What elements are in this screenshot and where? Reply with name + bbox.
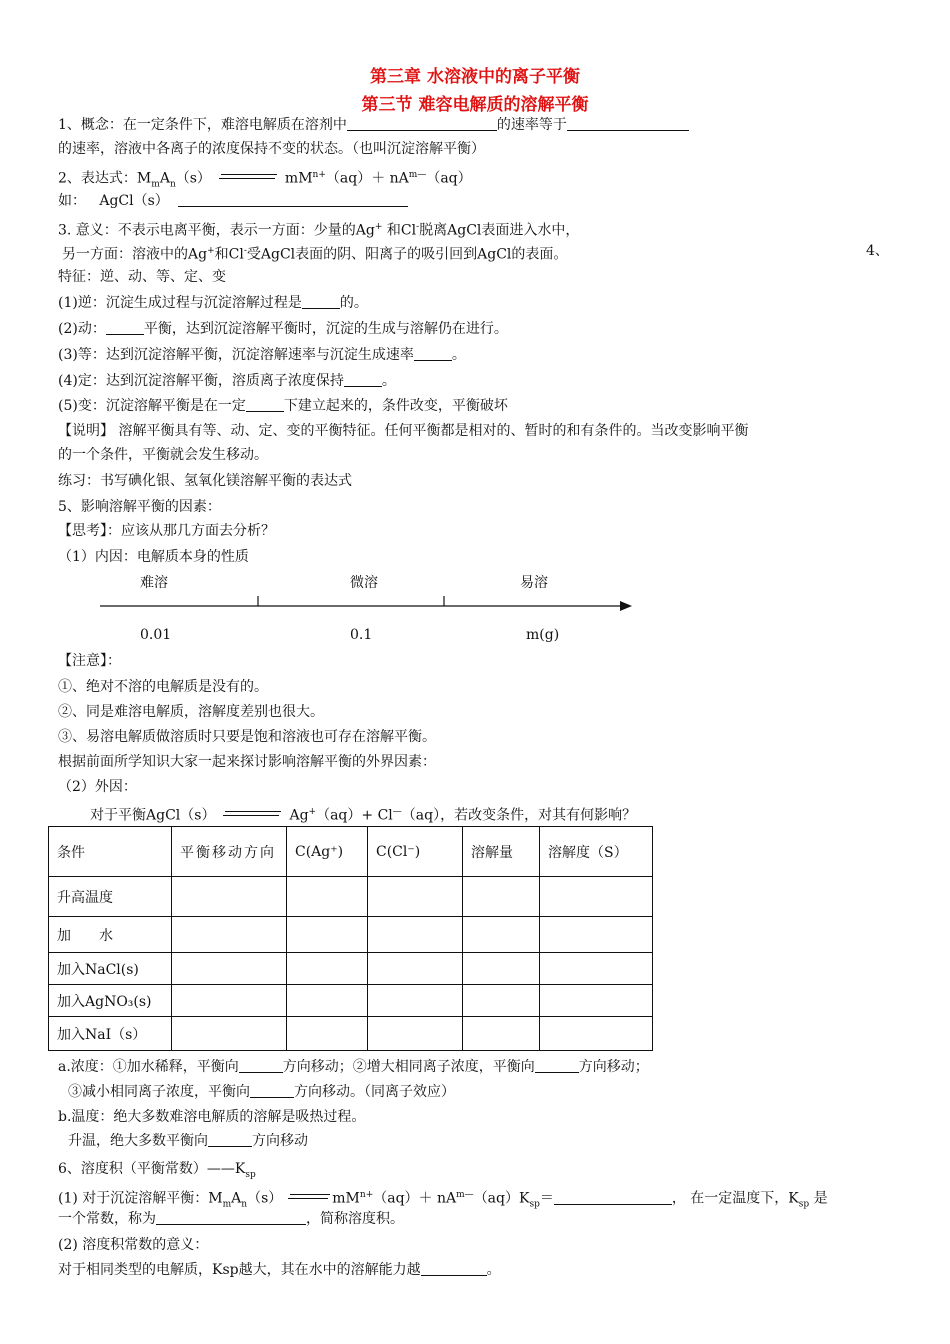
ksp-meaning-line: 对于相同类型的电解质，Ksp越大，其在水中的溶解能力越 。 [58,1262,501,1278]
equilibrium-arrow-icon [288,1192,330,1202]
temperature-line-1: b.温度：绝大多数难溶电解质的溶解是吸热过程。 [58,1109,366,1125]
table-cell[interactable] [463,877,540,917]
blank-feature-3[interactable] [414,346,452,361]
table-cell[interactable] [368,1017,463,1051]
axis-value-0-1: 0.1 [350,627,373,643]
ksp-meaning-heading: (2) 溶度积常数的意义： [58,1237,209,1253]
table-cell[interactable] [287,953,368,985]
blank-feature-5[interactable] [246,397,284,412]
factors-heading: 5、影响溶解平衡的因素： [58,499,221,515]
notice-2: ②、同是难溶电解质，溶解度差别也很大。 [58,704,324,720]
table-row [49,877,653,917]
equilibrium-arrow-icon [223,809,281,819]
table-row [49,985,653,1017]
table-cell[interactable] [540,877,653,917]
table-cell[interactable] [368,953,463,985]
header-condition: 条件 [49,827,172,877]
notice-1: ①、绝对不溶的电解质是没有的。 [58,679,268,695]
concept-line-2: 的速率，溶液中各离子的浓度保持不变的状态。（也叫沉淀溶解平衡） [58,141,485,157]
concentration-line-1: a.浓度：①加水稀释，平衡向 方向移动；②增大相同离子浓度，平衡向 方向移动； [58,1059,649,1075]
expression-line: 2、表达式：$M_mA_n(s)$ $mM^{n+}(aq)+ nA^{m—}(aq)$ [58,170,472,190]
axis-value-0-01: 0.01 [140,627,172,643]
table-cell[interactable] [172,985,287,1017]
section-4-number: 4、 [866,243,889,259]
table-cell[interactable] [540,917,653,953]
axis-arrow-icon [620,601,632,611]
feature-1: (1)逆：沉淀生成过程与沉淀溶解过程是 的。 [58,295,368,311]
table-cell[interactable] [172,917,287,953]
table-cell[interactable] [287,1017,368,1051]
table-row [49,953,653,985]
meaning-line-1: 3. 意义：不表示电离平衡，表示一方面：少量的Ag+ 和Cl-脱离AgCl表面进入水中， [58,222,580,239]
features-heading: 特征：逆、动、等、定、变 [58,269,226,285]
external-factor-line: （2）外因： [58,779,137,795]
notice-3: ③、易溶电解质做溶质时只要是饱和溶液也可存在溶解平衡。 [58,729,436,745]
table-cell[interactable] [463,953,540,985]
header-c-cl: C(Cl⁻) [368,827,463,877]
section-title: 第三节 难容电解质的溶解平衡 [361,95,589,115]
row-label-agno3: 加入AgNO₃(s) [49,985,172,1017]
blank-precipitate-rate[interactable] [567,116,689,131]
blank-agcl-expression[interactable] [178,192,408,207]
blank-ksp-name[interactable] [156,1210,306,1225]
temperature-line-2: 升温，绝大多数平衡向 方向移动 [68,1133,308,1149]
ksp-line-2: 一个常数，称为 ，简称溶度积。 [58,1211,404,1227]
blank-dilution[interactable] [239,1058,283,1073]
feature-5: (5)变：沉淀溶解平衡是在一定 下建立起来的，条件改变，平衡破坏 [58,398,508,414]
table-cell[interactable] [172,953,287,985]
table-cell[interactable] [172,1017,287,1051]
blank-heating[interactable] [208,1132,252,1147]
row-label-water: 加 水 [49,917,172,953]
table-cell[interactable] [287,985,368,1017]
table-cell[interactable] [540,1017,653,1051]
table-cell[interactable] [463,1017,540,1051]
practice-line: 练习：书写碘化银、氢氧化镁溶解平衡的表达式 [58,473,352,489]
think-line: 【思考】：应该从那几方面去分析？ [58,523,275,539]
header-dissolved-amount: 溶解量 [463,827,540,877]
blank-dissolving-ability[interactable] [421,1261,487,1276]
conditions-table [48,826,653,1051]
axis-unit: m(g) [526,627,560,643]
table-cell[interactable] [287,917,368,953]
table-cell[interactable] [540,953,653,985]
note-line-1: 【说明】 溶解平衡具有等、动、定、变的平衡特征。任何平衡都是相对的、暂时的和有条件的。当改变影响平衡 [58,423,749,439]
concentration-line-2: ③减小相同离子浓度，平衡向 方向移动。（同离子效应） [68,1084,455,1100]
feature-4: (4)定：达到沉淀溶解平衡，溶质离子浓度保持 。 [58,373,396,389]
axis-label-soluble: 易溶 [520,575,548,591]
table-cell[interactable] [368,917,463,953]
table-cell[interactable] [463,917,540,953]
axis-label-insoluble: 难溶 [140,575,168,591]
blank-ksp-expression[interactable] [554,1190,672,1205]
ksp-line-1: (1) 对于沉淀溶解平衡：$M_mA_n(s)$ $mM^{n+}(aq)+ nA^{m—}(aq)K_{sp}=$ ， 在一定温度下，$K_{sp}$ 是 [58,1190,828,1210]
solubility-axis [100,590,640,630]
meaning-line-2: 另一方面：溶液中的Ag+和Cl-受AgCl表面的阴、阳离子的吸引回到AgCl的表面。 [62,246,568,263]
axis-label-slightly-soluble: 微溶 [350,575,378,591]
question-line: 对于平衡AgCl（s） Ag+（aq）+ Cl—（aq），若改变条件，对其有何影响？ [90,807,637,824]
table-cell[interactable] [463,985,540,1017]
table-cell[interactable] [172,877,287,917]
header-c-ag: C(Ag⁺) [287,827,368,877]
concept-line-1: 1、概念：在一定条件下，难溶电解质在溶剂中 的速率等于 [58,116,689,134]
table-cell[interactable] [287,877,368,917]
table-cell[interactable] [368,877,463,917]
example-line: 如： AgCl（s） [58,192,408,210]
blank-decrease-ion[interactable] [250,1083,294,1098]
notice-heading: 【注意】： [58,653,121,669]
feature-2: (2)动： 平衡，达到沉淀溶解平衡时，沉淀的生成与溶解仍在进行。 [58,321,508,337]
table-cell[interactable] [540,985,653,1017]
table-row [49,917,653,953]
blank-feature-2[interactable] [106,320,144,335]
note-line-2: 的一个条件，平衡就会发生移动。 [58,447,268,463]
blank-feature-1[interactable] [302,294,340,309]
row-label-nacl: 加入NaCl(s) [49,953,172,985]
header-solubility: 溶解度（S） [540,827,653,877]
blank-feature-4[interactable] [344,372,382,387]
blank-dissolve-rate[interactable] [347,116,497,131]
ksp-heading: 6、溶度积（平衡常数）$——K_{sp}$ [58,1161,256,1180]
internal-factor-line: （1）内因：电解质本身的性质 [58,549,249,565]
chapter-title: 第三章 水溶液中的离子平衡 [370,67,580,87]
equilibrium-arrow-icon [219,172,277,182]
explore-line: 根据前面所学知识大家一起来探讨影响溶解平衡的外界因素： [58,754,436,770]
table-cell[interactable] [368,985,463,1017]
feature-3: (3)等：达到沉淀溶解平衡，沉淀溶解速率与沉淀生成速率 。 [58,347,466,363]
table-header-row [49,827,653,877]
row-label-heat: 升高温度 [49,877,172,917]
header-shift-direction: 平衡移动方向 [172,827,287,877]
table-row [49,1017,653,1051]
row-label-nai: 加入NaI（s） [49,1017,172,1051]
blank-increase-ion[interactable] [535,1058,579,1073]
